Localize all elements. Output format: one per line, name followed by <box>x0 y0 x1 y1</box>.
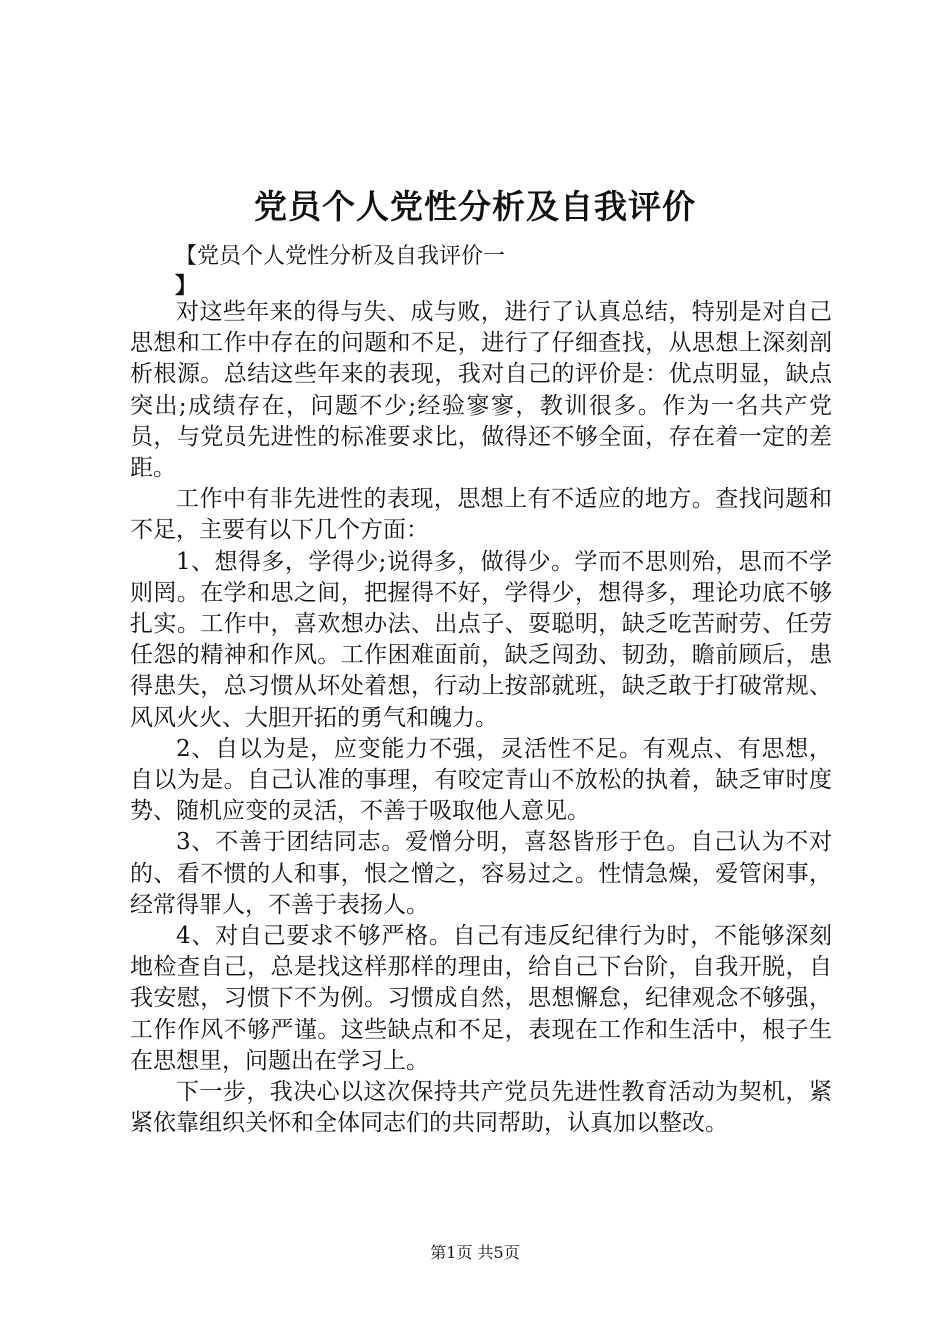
document-body <box>130 297 832 1139</box>
paragraph-problems-summary: 工作中有非先进性的表现，思想上有不适应的地方。查找问题和不足，主要有以下几个方面： <box>130 486 832 544</box>
page-footer: 第1页 共5页 <box>430 1243 520 1262</box>
document-subtitle: 【党员个人党性分析及自我评价一 <box>175 244 506 269</box>
paragraph-point-3: 3、不善于团结同志。爱憎分明，喜怒皆形于色。自己认为不对的、看不惯的人和事，恨之憎之，容易过之。性情急燥，爱管闲事，经常得罪人，不善于表扬人。 <box>130 829 832 918</box>
paragraph-point-2: 2、自以为是，应变能力不强，灵活性不足。有观点、有思想，自以为是。自己认准的事理，有咬定青山不放松的执着，缺乏审时度势、随机应变的灵活，不善于吸取他人意见。 <box>130 735 832 825</box>
document-title: 党员个人党性分析及自我评价 <box>254 187 696 226</box>
paragraph-point-1: 1、想得多，学得少;说得多，做得少。学而不思则殆，思而不学则罔。在学和思之间，把握得不好，学得少，想得多，理论功底不够扎实。工作中，喜欢想办法、出点子、耍聪明，缺乏吃苦耐劳、任劳任怨的精神和作风。工作困难面前，缺乏闯劲、韧劲，瞻前顾后，患得患失，总习惯从坏处着想，行动上按部就班，缺乏敢于打破常规、风风火火、大胆开拓的勇气和魄力。 <box>130 548 832 731</box>
paragraph-next-step: 下一步，我决心以这次保持共产党员先进性教育活动为契机，紧紧依靠组织关怀和全体同志们的共同帮助，认真加以整改。 <box>130 1079 832 1137</box>
paragraph-intro: 对这些年来的得与失、成与败，进行了认真总结，特别是对自己思想和工作中存在的问题和不足，进行了仔细查找，从思想上深刻剖析根源。总结这些年来的表现，我对自己的评价是：优点明显，缺点突出;成绩存在，问题不少;经验寥寥，教训很多。作为一名共产党员，与党员先进性的标准要求比，做得还不够全面，存在着一定的差距。 <box>130 299 832 482</box>
paragraph-point-4: 4、对自己要求不够严格。自己有违反纪律行为时，不能够深刻地检查自己，总是找这样那样的理由，给自己下台阶，自我开脱，自我安慰，习惯下不为例。习惯成自然，思想懈怠，纪律观念不够强，工作作风不够严谨。这些缺点和不足，表现在工作和生活中，根子生在思想里，问题出在学习上。 <box>130 923 832 1074</box>
document-subtitle-close-bracket: 】 <box>175 273 198 299</box>
